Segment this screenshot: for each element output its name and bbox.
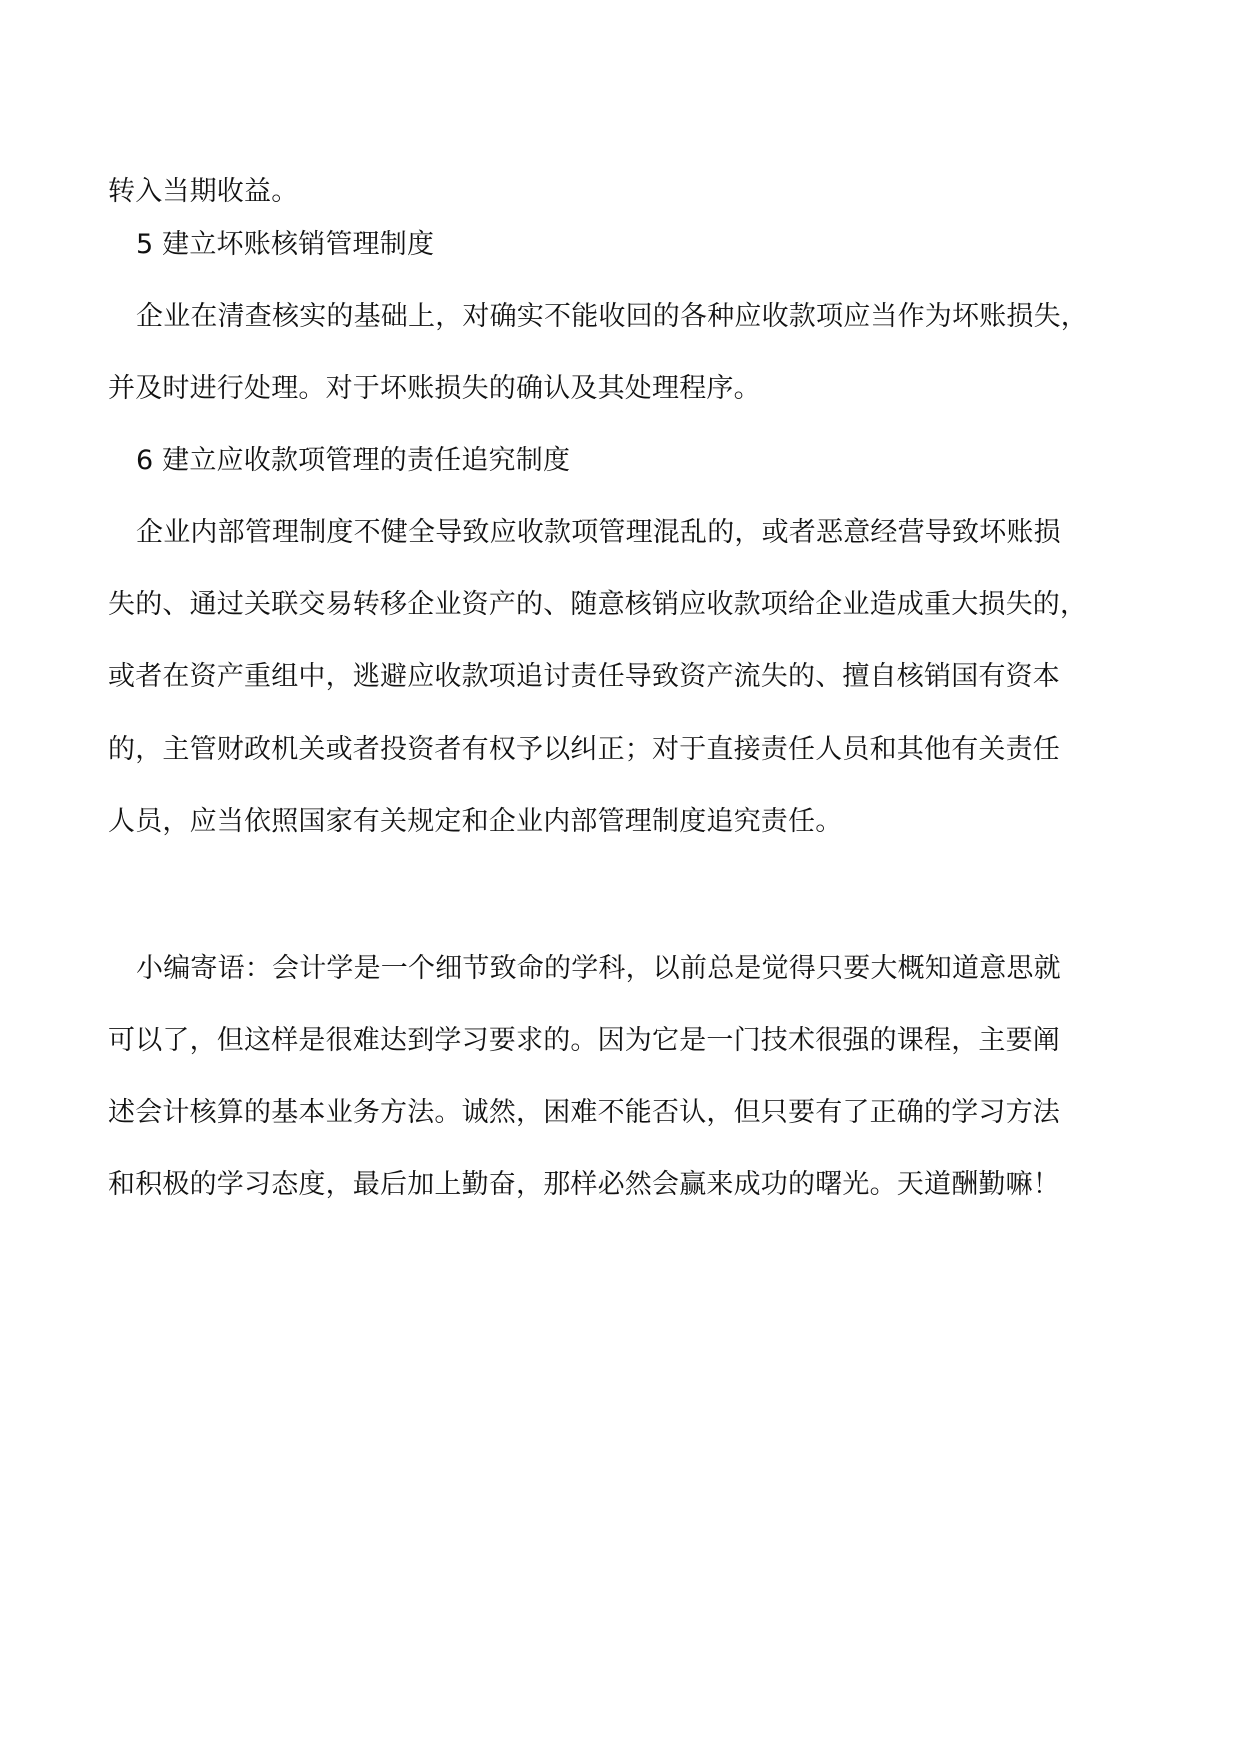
text-line: 转入当期收益。 xyxy=(108,176,299,207)
text-line: 企业内部管理制度不健全导致应收款项管理混乱的，或者恶意经营导致坏账损 xyxy=(136,517,1061,548)
text-line: 的，主管财政机关或者投资者有权予以纠正；对于直接责任人员和其他有关责任 xyxy=(108,734,1060,765)
section-heading: 5 建立坏账核销管理制度 xyxy=(136,229,435,260)
text-line: 企业在清查核实的基础上，对确实不能收回的各种应收款项应当作为坏账损失， xyxy=(136,301,1088,332)
editor-note-line: 可以了，但这样是很难达到学习要求的。因为它是一门技术很强的课程，主要阐 xyxy=(108,1025,1060,1056)
editor-note-line: 和积极的学习态度，最后加上勤奋，那样必然会赢来成功的曙光。天道酬勤嘛！ xyxy=(108,1169,1060,1200)
text-line: 失的、通过关联交易转移企业资产的、随意核销应收款项给企业造成重大损失的， xyxy=(108,589,1088,620)
editor-note-line: 小编寄语：会计学是一个细节致命的学科，以前总是觉得只要大概知道意思就 xyxy=(136,953,1061,984)
text-line: 或者在资产重组中，逃避应收款项追讨责任导致资产流失的、擅自核销国有资本 xyxy=(108,661,1060,692)
section-heading: 6 建立应收款项管理的责任追究制度 xyxy=(136,445,571,476)
text-line: 并及时进行处理。对于坏账损失的确认及其处理程序。 xyxy=(108,373,761,404)
text-line: 人员，应当依照国家有关规定和企业内部管理制度追究责任。 xyxy=(108,806,843,837)
editor-note-line: 述会计核算的基本业务方法。诚然，困难不能否认，但只要有了正确的学习方法 xyxy=(108,1097,1060,1128)
